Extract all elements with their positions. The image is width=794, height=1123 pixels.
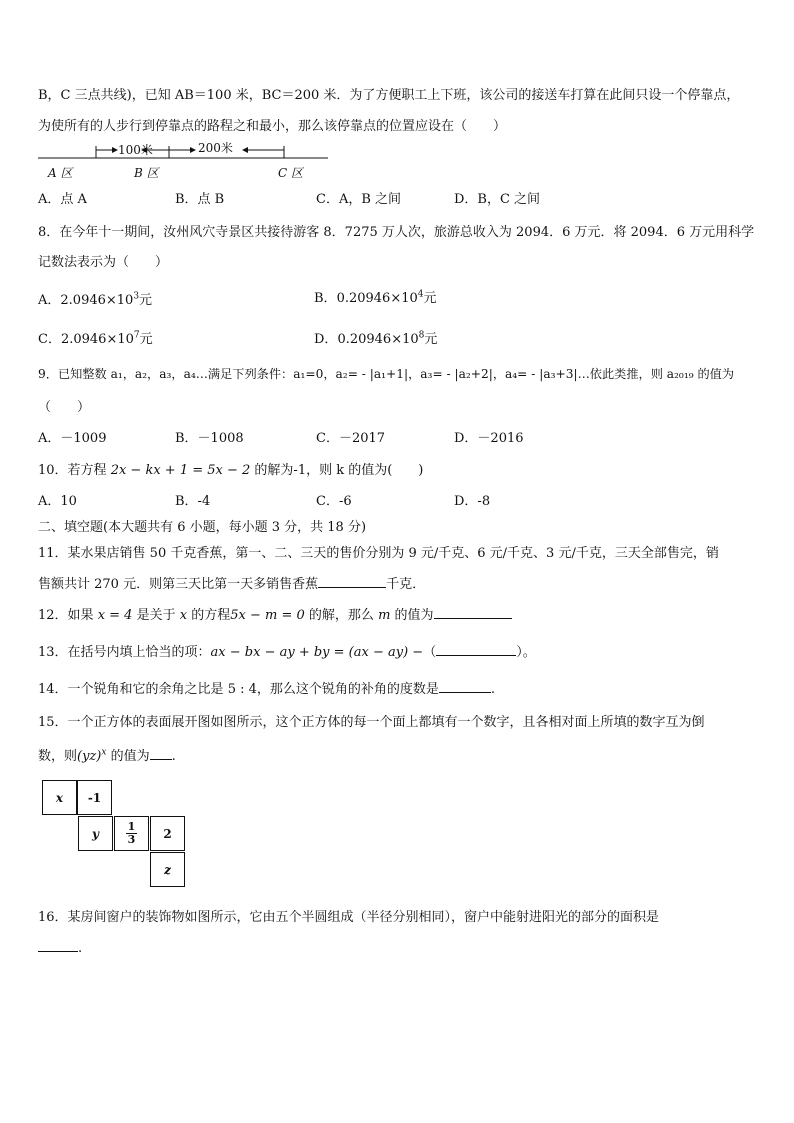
net-cell-neg1: -1 [77, 780, 112, 815]
q9-option-d: D．－2016 [454, 431, 524, 446]
point-a-label: A 区 [48, 166, 73, 180]
q10-equation: 2x − kx + 1 = 5x − 2 [110, 463, 251, 478]
q8-line1: 8．在今年十一期间，汝州风穴寺景区共接待游客 8．7275 万人次，旅游总收入为 2094．6 万元．将 2094．6 万元用科学 [38, 225, 755, 240]
q7-option-d: D．B，C 之间 [454, 192, 541, 207]
q15-answer-blank[interactable] [150, 747, 172, 760]
net-cell-two: 2 [150, 816, 185, 851]
point-c-label: C 区 [278, 166, 303, 180]
q15-line2: 数，则(yz)$^x$ 的值为 . [38, 747, 176, 764]
q7-option-c: C．A，B 之间 [316, 192, 402, 207]
q16-line2: . [38, 939, 82, 956]
net-cell-y: y [78, 816, 113, 851]
section-heading: 二、填空题(本大题共有 6 小题，每小题 3 分，共 18 分) [38, 520, 367, 535]
q11-line2: 售额共计 270 元．则第三天比第一天多销售香蕉 千克． [38, 577, 426, 592]
q9-option-b: B．－1008 [175, 431, 244, 446]
q8-option-c: C．$2.0946\times 10^7$元 [38, 330, 153, 347]
q16-line1: 16．某房间窗户的装饰物如图所示，它由五个半圆组成（半径分别相同），窗户中能射进阳光的部分的面积是 [38, 910, 660, 925]
q8-line2: 记数法表示为（ ） [38, 255, 169, 270]
net-cell-one-third: $\frac{1}{3}$ [114, 816, 149, 851]
q10-option-a: A．10 [38, 494, 77, 509]
segment-ab-label: 100米 [118, 143, 153, 157]
q7-line1: B，C 三点共线)，已知 AB＝100 米，BC＝200 米．为了方便职工上下班，该公司的接送车打算在此间只设一个停靠点， [38, 88, 740, 103]
q7-option-b: B．点 B [175, 192, 225, 207]
q9-line1: 9．已知整数 a₁，a₂，a₃，a₄…满足下列条件：a₁=0，a₂= - |a₁+1|，a₃= - |a₂+2|，a₄= - |a₃+3|…依此类推，则 a₂₀₁₉ 的值为 [38, 367, 735, 381]
q10-option-d: D．-8 [454, 494, 491, 509]
q8-option-a: A．$2.0946\times 10^3$元 [38, 291, 153, 308]
q9-line2: （ ） [38, 400, 91, 415]
q11-line1: 11．某水果店销售 50 千克香蕉，第一、二、三天的售价分别为 9 元/千克、6 元/千克、3 元/千克，三天全部售完，销 [38, 546, 719, 561]
q14-answer-blank[interactable] [439, 680, 491, 693]
q9-option-a: A．－1009 [38, 431, 107, 446]
q8-option-d: D．$0.20946\times 10^8$元 [314, 330, 438, 347]
segment-bc-label: 200米 [198, 141, 233, 155]
q16-answer-blank[interactable] [38, 939, 78, 952]
q7-line2: 为使所有的人步行到停靠点的路程之和最小，那么该停靠点的位置应设在（ ） [38, 119, 507, 134]
q13-stem: 13．在括号内填上恰当的项：ax − bx − ay + by = (ax − ay) −（ ）。 [38, 645, 536, 660]
point-b-label: B 区 [134, 166, 159, 180]
q9-option-c: C．－2017 [316, 431, 386, 446]
q12-stem: 12．如果 x = 4 是关于 x 的方程5x − m = 0 的解，那么 m 的值为 [38, 604, 512, 623]
net-cell-x: x [42, 780, 77, 815]
q10-stem: 10．若方程 2x − kx + 1 = 5x − 2 的解为-1，则 k 的值为( ) [38, 463, 424, 478]
q15-line1: 15．一个正方体的表面展开图如图所示，这个正方体的每一个面上都填有一个数字，且各相对面上所填的数字互为倒 [38, 715, 705, 730]
q7-option-a: A．点 A [38, 192, 87, 207]
q13-answer-blank[interactable] [436, 643, 516, 656]
q14-stem: 14．一个锐角和它的余角之比是 5 : 4，那么这个锐角的补角的度数是 . [38, 682, 496, 697]
net-cell-z: z [150, 852, 185, 887]
q11-answer-blank[interactable] [318, 575, 386, 588]
q10-option-c: C．-6 [316, 494, 352, 509]
q10-option-b: B．-4 [175, 494, 211, 509]
q8-option-b: B．$0.20946\times 10^4$元 [314, 289, 437, 306]
q12-answer-blank[interactable] [434, 606, 512, 619]
